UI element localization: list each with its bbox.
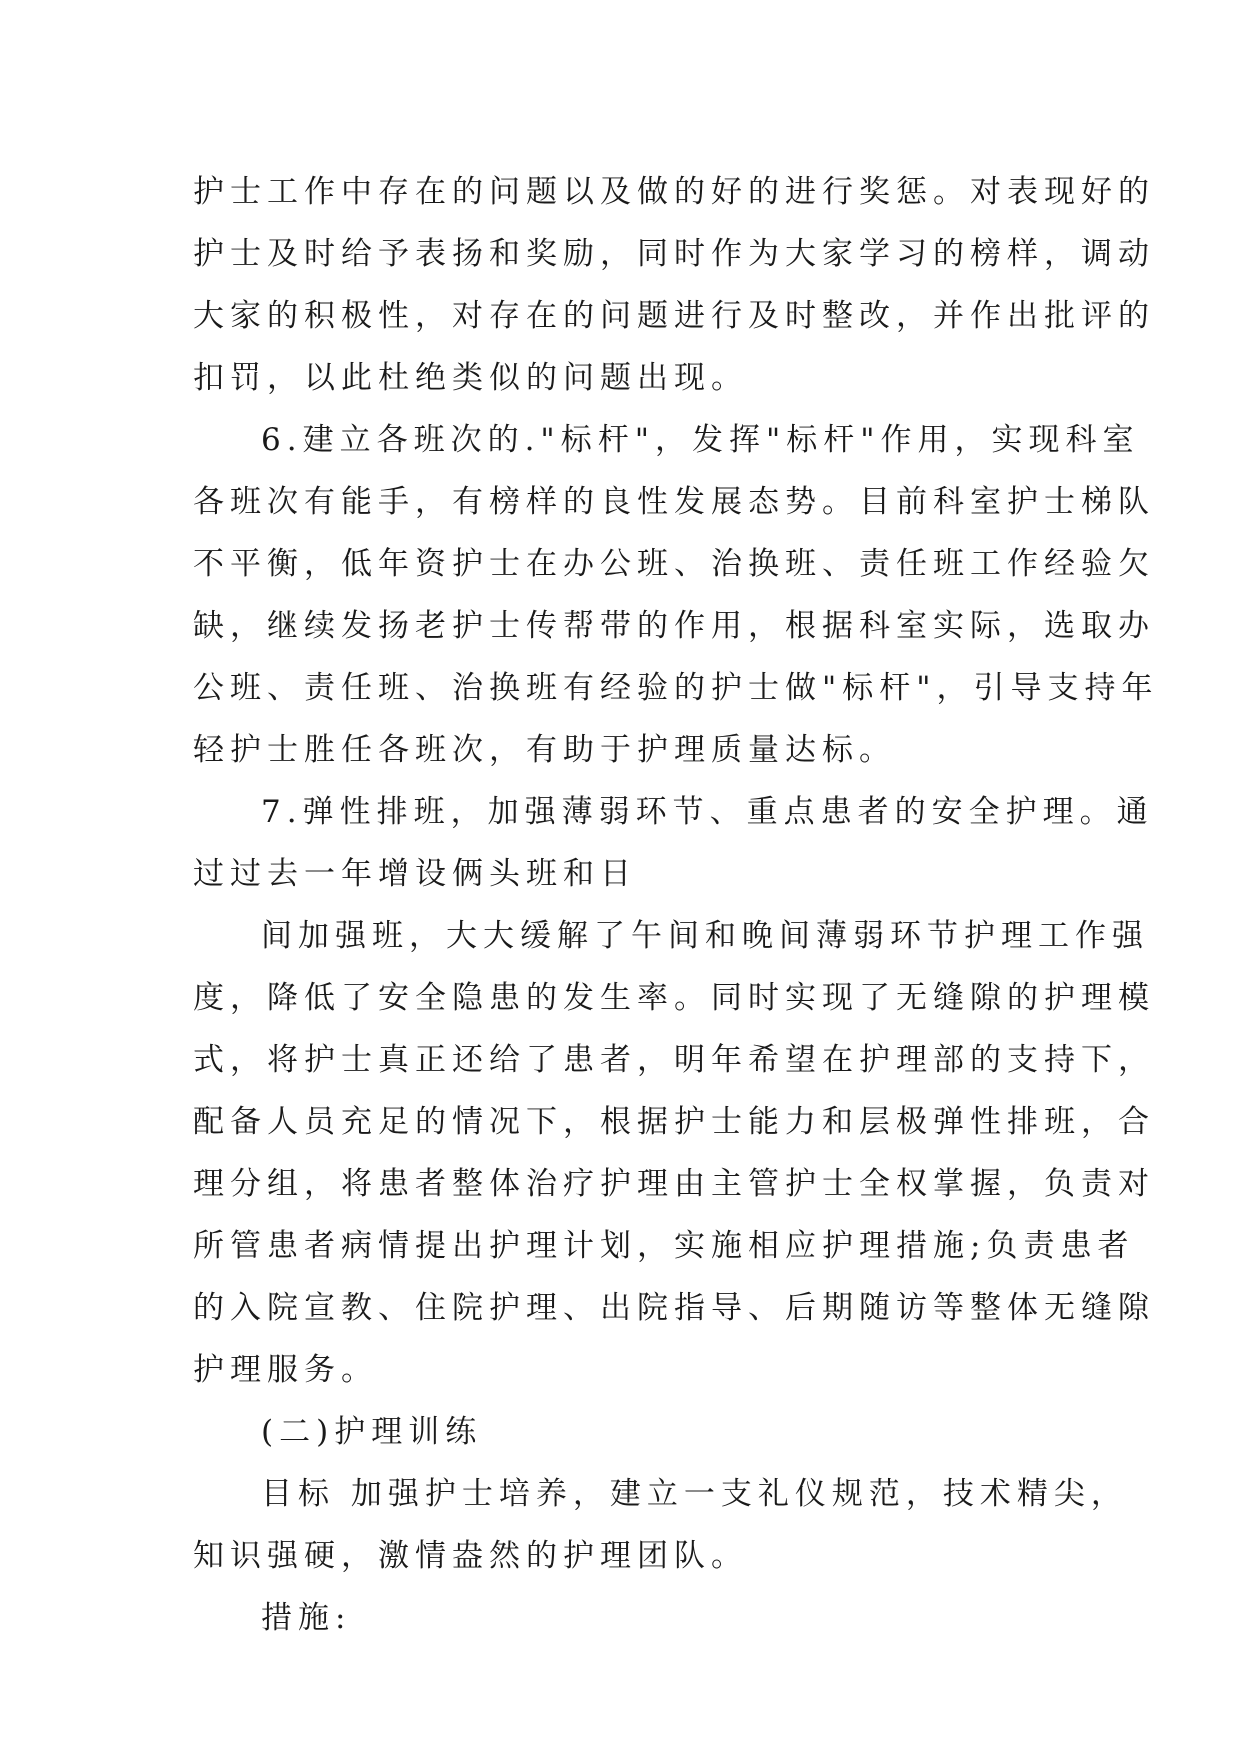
body-line: 过过去一年增设俩头班和日 <box>193 856 637 892</box>
body-line: 护士及时给予表扬和奖励，同时作为大家学习的榜样，调动 <box>193 236 1155 272</box>
body-line: 的入院宣教、住院护理、出院指导、后期随访等整体无缝隙 <box>193 1290 1155 1326</box>
body-line: 护士工作中存在的问题以及做的好的进行奖惩。对表现好的 <box>193 174 1155 210</box>
body-line: 扣罚，以此杜绝类似的问题出现。 <box>193 360 748 396</box>
body-line: 护理服务。 <box>193 1352 378 1388</box>
document-body <box>193 161 1159 1649</box>
paragraph-6-first-line: 6.建立各班次的."标杆"，发挥"标杆"作用，实现科室 <box>261 422 1140 458</box>
measures-label: 措施: <box>261 1600 352 1636</box>
body-line: 各班次有能手，有榜样的良性发展态势。目前科室护士梯队 <box>193 484 1155 520</box>
body-line: 轻护士胜任各班次，有助于护理质量达标。 <box>193 732 896 768</box>
body-line: 知识强硬，激情盎然的护理团队。 <box>193 1538 748 1574</box>
body-line: 所管患者病情提出护理计划，实施相应护理措施;负责患者 <box>193 1228 1135 1264</box>
body-line: 理分组，将患者整体治疗护理由主管护士全权掌握，负责对 <box>193 1166 1155 1202</box>
body-line: 式，将护士真正还给了患者，明年希望在护理部的支持下， <box>193 1042 1155 1078</box>
paragraph-first-line: 间加强班，大大缓解了午间和晚间薄弱环节护理工作强 <box>261 918 1149 954</box>
body-line: 度，降低了安全隐患的发生率。同时实现了无缝隙的护理模 <box>193 980 1155 1016</box>
body-line: 不平衡，低年资护士在办公班、治换班、责任班工作经验欠 <box>193 546 1155 582</box>
body-line: 缺，继续发扬老护士传帮带的作用，根据科室实际，选取办 <box>193 608 1155 644</box>
body-line: 公班、责任班、治换班有经验的护士做"标杆"，引导支持年 <box>193 670 1159 706</box>
paragraph-7-first-line: 7.弹性排班，加强薄弱环节、重点患者的安全护理。通 <box>261 794 1154 830</box>
goal-line: 目标 加强护士培养，建立一支礼仪规范，技术精尖， <box>261 1476 1128 1512</box>
body-line: 配备人员充足的情况下，根据护士能力和层极弹性排班，合 <box>193 1104 1155 1140</box>
section-heading: (二)护理训练 <box>261 1414 483 1450</box>
body-line: 大家的积极性，对存在的问题进行及时整改，并作出批评的 <box>193 298 1155 334</box>
